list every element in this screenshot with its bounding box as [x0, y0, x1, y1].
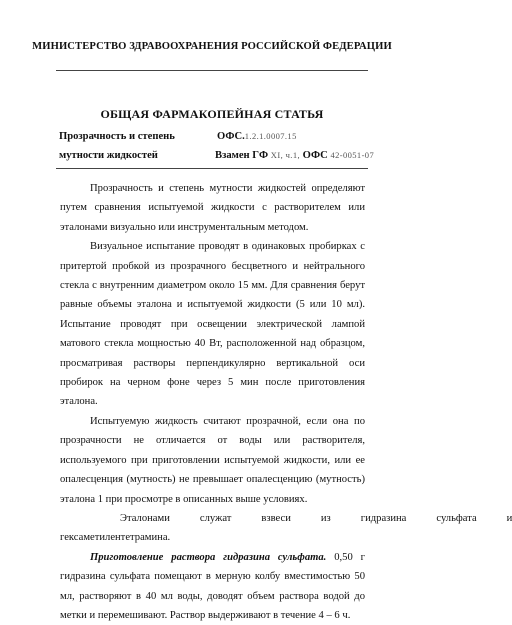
- paragraph-visual-test: Визуальное испытание проводят в одинаковых пробирках с притертой пробкой из прозрачного бесцветного и нейтрального стекла с внутренним диаметром около 15 мм. Для сравнения берут равные объемы эталона и испытуемой жидкости (5 или 10 мл). Испытание проводят при освещении электрической лампой матового стекла мощностью 40 Вт, расположенной над образцом, просматривая растворы перпендикулярно вертикальной оси пробирок на черном фоне через 5 мин после приготовления эталона.: [60, 241, 365, 408]
- replaces-ofs-label: ОФС: [302, 150, 328, 161]
- ofs-number: [217, 131, 297, 142]
- word: гидразина: [360, 512, 407, 524]
- ofs-code: 1.2.1.0007.15: [244, 131, 297, 141]
- replaces-label: Взамен ГФ: [215, 150, 269, 161]
- article-title-line-1: Прозрачность и степень: [59, 131, 175, 142]
- section-heading-hydrazine: Приготовление раствора гидразина сульфата.: [90, 551, 327, 563]
- replaces-gf: XI, ч.1,: [270, 150, 300, 160]
- replaces-ofs-code: 42-0051-07: [330, 150, 375, 160]
- word: взвеси: [261, 512, 291, 524]
- paragraph-standards-tail: гексаметилентетрамина.: [60, 532, 171, 544]
- paragraph-criteria: Испытуемую жидкость считают прозрачной, если она по прозрачности не отличается от воды или растворителя, используемого при приготовлении испытуемой жидкости, или ее опалесценция (мутность) не превышает опалесценцию (мутность) эталона 1 при просмотре в описанных выше условиях.: [60, 415, 365, 505]
- hydrazine-prep-text: 0,50 г гидразина сульфата помещают в мерную колбу вместимостью 50 мл, растворяют в 40 мл воды, доводят объем раствора водой до метки и перемешивают. Раствор выдерживают в течение 4 – 6 ч.: [60, 551, 365, 621]
- meta-row-1: [59, 131, 366, 145]
- article-title-line-2: мутности жидкостей: [59, 150, 158, 161]
- word: Эталонами: [120, 512, 170, 524]
- word: служат: [199, 512, 232, 524]
- ofs-label: ОФС.: [217, 131, 245, 142]
- header-divider: [56, 168, 368, 169]
- replaces-note: [215, 150, 374, 161]
- ministry-heading: МИНИСТЕРСТВО ЗДРАВООХРАНЕНИЯ РОССИЙСКОЙ ФЕДЕРАЦИИ: [32, 41, 392, 52]
- word: и: [506, 512, 512, 524]
- article-type-heading: ОБЩАЯ ФАРМАКОПЕЙНАЯ СТАТЬЯ: [100, 107, 324, 121]
- paragraph-definition: Прозрачность и степень мутности жидкостей определяют путем сравнения испытуемой жидкости с растворителем или эталонами визуально или инструментальным методом.: [60, 183, 365, 233]
- meta-row-2: [59, 150, 375, 164]
- word: из: [320, 512, 331, 524]
- paragraph-hydrazine-prep: [60, 548, 365, 625]
- word: сульфата: [436, 512, 477, 524]
- paragraph-standards-line: [60, 509, 512, 528]
- top-divider: [56, 70, 368, 71]
- article-body: [60, 179, 512, 625]
